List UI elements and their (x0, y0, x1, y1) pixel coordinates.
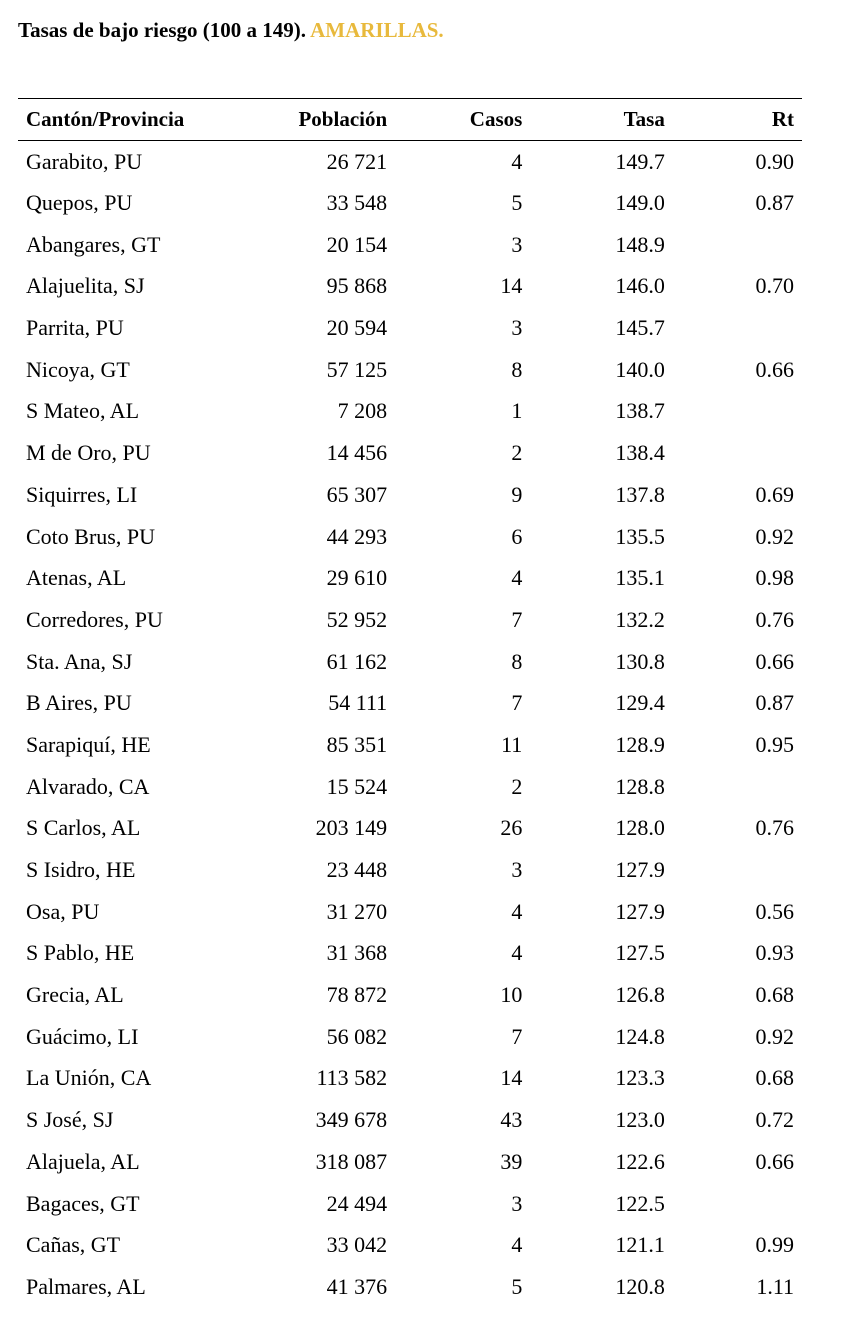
cell-canton-provincia: Cañas, GT (26, 1232, 121, 1258)
cell-casos: 6 (511, 523, 523, 549)
cell-tasa: 145.7 (615, 315, 665, 341)
cell-rt: 0.95 (755, 731, 794, 757)
cell-tasa: 126.8 (615, 982, 665, 1008)
cell-rt: 0.68 (755, 982, 794, 1008)
table-row (18, 641, 802, 683)
cell-rt (673, 766, 802, 808)
title-accent: AMARILLAS. (310, 18, 444, 42)
table-row (18, 224, 802, 266)
cell-rt (673, 307, 802, 349)
cell-casos: 4 (511, 940, 523, 966)
cell-canton-provincia: Sta. Ana, SJ (26, 648, 133, 674)
cell-poblacion: 78 872 (326, 982, 388, 1008)
cell-casos: 5 (511, 1273, 523, 1299)
cell-tasa: 149.0 (615, 190, 665, 216)
cell-poblacion: 61 162 (326, 648, 388, 674)
cell-poblacion: 31 270 (326, 898, 388, 924)
cell-rt (673, 391, 802, 433)
cell-rt: 0.92 (755, 523, 794, 549)
table-row (18, 349, 802, 391)
table-row (18, 1099, 802, 1141)
cell-rt: 0.70 (755, 273, 794, 299)
table-header-row (18, 99, 802, 141)
table-row (18, 599, 802, 641)
cell-poblacion: 7 208 (337, 398, 388, 424)
cell-rt: 0.87 (755, 190, 794, 216)
cell-poblacion: 20 154 (326, 231, 388, 257)
cell-casos: 11 (501, 731, 523, 757)
cell-tasa: 123.0 (615, 1107, 665, 1133)
table-row (18, 682, 802, 724)
cell-tasa: 124.8 (615, 1023, 665, 1049)
header-tasa: Tasa (530, 99, 673, 141)
table-row (18, 266, 802, 308)
cell-canton-provincia: M de Oro, PU (26, 440, 151, 466)
cell-rt (673, 224, 802, 266)
cell-rt: 0.68 (755, 1065, 794, 1091)
cell-casos: 14 (500, 273, 523, 299)
cell-tasa: 135.5 (615, 523, 665, 549)
cell-tasa: 121.1 (615, 1232, 665, 1258)
cell-canton-provincia: Palmares, AL (26, 1273, 146, 1299)
cell-tasa: 149.7 (615, 148, 665, 174)
table-row (18, 1141, 802, 1183)
risk-table (18, 98, 802, 1308)
cell-tasa: 122.6 (615, 1148, 665, 1174)
table-row (18, 1058, 802, 1100)
cell-casos: 5 (511, 190, 523, 216)
cell-tasa: 128.8 (615, 773, 665, 799)
table-row (18, 933, 802, 975)
cell-poblacion: 33 548 (326, 190, 388, 216)
table-row (18, 974, 802, 1016)
cell-casos: 8 (511, 356, 523, 382)
cell-canton-provincia: S Carlos, AL (26, 815, 141, 841)
cell-casos: 4 (511, 1232, 523, 1258)
cell-canton-provincia: S José, SJ (26, 1107, 114, 1133)
cell-poblacion: 14 456 (326, 440, 388, 466)
cell-canton-provincia: Corredores, PU (26, 606, 163, 632)
cell-canton-provincia: Coto Brus, PU (26, 523, 155, 549)
cell-rt: 0.69 (755, 481, 794, 507)
cell-tasa: 123.3 (615, 1065, 665, 1091)
cell-poblacion: 26 721 (326, 148, 388, 174)
table-row (18, 724, 802, 766)
table-row (18, 1266, 802, 1308)
cell-tasa: 128.0 (615, 815, 665, 841)
cell-canton-provincia: Atenas, AL (26, 565, 127, 591)
cell-poblacion: 20 594 (326, 315, 388, 341)
cell-canton-provincia: Sarapiquí, HE (26, 731, 151, 757)
table-row (18, 1016, 802, 1058)
cell-poblacion: 318 087 (315, 1148, 388, 1174)
cell-casos: 7 (511, 1023, 523, 1049)
cell-tasa: 127.9 (615, 857, 665, 883)
table-row (18, 432, 802, 474)
cell-casos: 7 (511, 606, 523, 632)
cell-tasa: 148.9 (615, 231, 665, 257)
cell-canton-provincia: Alajuelita, SJ (26, 273, 145, 299)
cell-casos: 4 (511, 148, 523, 174)
header-canton-provincia: Cantón/Provincia (18, 99, 232, 141)
cell-casos: 3 (511, 231, 523, 257)
table-row (18, 891, 802, 933)
cell-canton-provincia: B Aires, PU (26, 690, 132, 716)
table-row (18, 557, 802, 599)
cell-poblacion: 23 448 (326, 857, 388, 883)
cell-rt: 0.99 (755, 1232, 794, 1258)
cell-poblacion: 54 111 (328, 690, 388, 716)
cell-tasa: 135.1 (615, 565, 665, 591)
cell-canton-provincia: Bagaces, GT (26, 1190, 140, 1216)
cell-poblacion: 56 082 (326, 1023, 388, 1049)
cell-casos: 3 (511, 857, 523, 883)
table-row (18, 516, 802, 558)
table-row (18, 1183, 802, 1225)
cell-poblacion: 41 376 (326, 1273, 388, 1299)
cell-casos: 2 (511, 440, 523, 466)
cell-rt: 0.76 (755, 815, 794, 841)
title-main: Tasas de bajo riesgo (100 a 149). (18, 18, 306, 42)
cell-canton-provincia: Grecia, AL (26, 982, 124, 1008)
cell-tasa: 137.8 (615, 481, 665, 507)
cell-rt: 0.66 (755, 356, 794, 382)
cell-rt: 0.56 (755, 898, 794, 924)
header-poblacion: Población (232, 99, 395, 141)
cell-poblacion: 52 952 (326, 606, 388, 632)
cell-canton-provincia: S Mateo, AL (26, 398, 140, 424)
cell-tasa: 146.0 (615, 273, 665, 299)
cell-poblacion: 24 494 (326, 1190, 388, 1216)
cell-rt: 0.72 (755, 1107, 794, 1133)
cell-tasa: 127.9 (615, 898, 665, 924)
cell-casos: 2 (511, 773, 523, 799)
cell-tasa: 130.8 (615, 648, 665, 674)
cell-poblacion: 349 678 (315, 1107, 388, 1133)
cell-casos: 26 (500, 815, 523, 841)
cell-canton-provincia: Alajuela, AL (26, 1148, 140, 1174)
table-row (18, 474, 802, 516)
cell-poblacion: 57 125 (326, 356, 388, 382)
cell-poblacion: 203 149 (315, 815, 388, 841)
cell-tasa: 127.5 (615, 940, 665, 966)
cell-casos: 7 (511, 690, 523, 716)
cell-casos: 3 (511, 1190, 523, 1216)
cell-tasa: 138.7 (615, 398, 665, 424)
cell-rt: 0.93 (755, 940, 794, 966)
cell-poblacion: 29 610 (326, 565, 388, 591)
cell-canton-provincia: La Unión, CA (26, 1065, 152, 1091)
cell-casos: 3 (511, 315, 523, 341)
cell-poblacion: 31 368 (326, 940, 388, 966)
cell-canton-provincia: Guácimo, LI (26, 1023, 139, 1049)
cell-poblacion: 65 307 (326, 481, 388, 507)
table-row (18, 391, 802, 433)
cell-rt: 0.92 (755, 1023, 794, 1049)
table-row (18, 808, 802, 850)
cell-rt (673, 432, 802, 474)
cell-canton-provincia: Siquirres, LI (26, 481, 138, 507)
cell-casos: 43 (500, 1107, 523, 1133)
cell-casos: 10 (500, 982, 523, 1008)
cell-canton-provincia: Alvarado, CA (26, 773, 150, 799)
cell-casos: 1 (511, 398, 523, 424)
cell-canton-provincia: Parrita, PU (26, 315, 124, 341)
cell-tasa: 120.8 (615, 1273, 665, 1299)
cell-tasa: 128.9 (615, 731, 665, 757)
cell-canton-provincia: Osa, PU (26, 898, 100, 924)
cell-poblacion: 95 868 (326, 273, 388, 299)
table-row (18, 141, 802, 183)
cell-poblacion: 15 524 (326, 773, 388, 799)
cell-canton-provincia: Quepos, PU (26, 190, 133, 216)
cell-casos: 39 (500, 1148, 523, 1174)
header-casos: Casos (395, 99, 530, 141)
table-body (18, 141, 802, 1308)
cell-casos: 8 (511, 648, 523, 674)
cell-casos: 4 (511, 565, 523, 591)
cell-casos: 9 (511, 481, 523, 507)
cell-rt (673, 849, 802, 891)
cell-tasa: 138.4 (615, 440, 665, 466)
cell-rt: 0.66 (755, 1148, 794, 1174)
cell-poblacion: 113 582 (316, 1065, 388, 1091)
cell-canton-provincia: S Pablo, HE (26, 940, 135, 966)
cell-rt: 0.98 (755, 565, 794, 591)
page-title (18, 18, 444, 43)
cell-tasa: 132.2 (615, 606, 665, 632)
cell-rt: 1.11 (756, 1273, 794, 1299)
cell-canton-provincia: S Isidro, HE (26, 857, 136, 883)
cell-casos: 14 (500, 1065, 523, 1091)
table-row (18, 307, 802, 349)
cell-poblacion: 85 351 (326, 731, 388, 757)
cell-poblacion: 44 293 (326, 523, 388, 549)
cell-rt: 0.66 (755, 648, 794, 674)
cell-rt (673, 1183, 802, 1225)
cell-rt: 0.87 (755, 690, 794, 716)
table-row (18, 766, 802, 808)
cell-canton-provincia: Nicoya, GT (26, 356, 130, 382)
cell-tasa: 140.0 (615, 356, 665, 382)
table-row (18, 182, 802, 224)
cell-tasa: 122.5 (615, 1190, 665, 1216)
cell-tasa: 129.4 (615, 690, 665, 716)
cell-rt: 0.90 (755, 148, 794, 174)
header-rt: Rt (673, 99, 802, 141)
cell-canton-provincia: Abangares, GT (26, 231, 161, 257)
table-row (18, 849, 802, 891)
cell-poblacion: 33 042 (326, 1232, 388, 1258)
table-row (18, 1224, 802, 1266)
cell-canton-provincia: Garabito, PU (26, 148, 143, 174)
cell-rt: 0.76 (755, 606, 794, 632)
cell-casos: 4 (511, 898, 523, 924)
